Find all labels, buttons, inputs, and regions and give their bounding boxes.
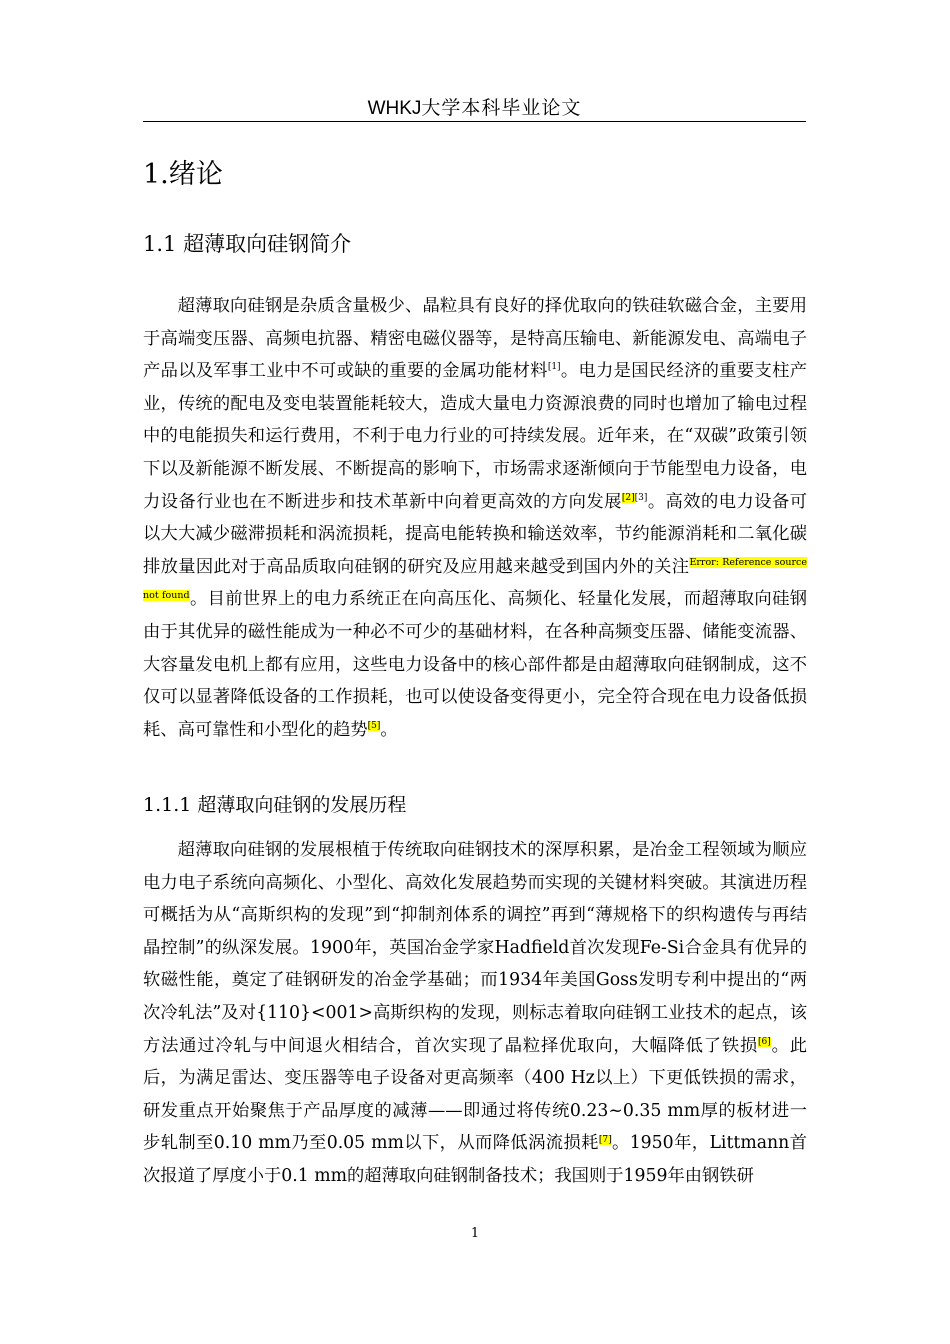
citation-1[interactable]: [1] xyxy=(547,362,561,373)
para1-text-4: 。目前世界上的电力系统正在向高压化、高频化、轻量化发展，而超薄取向硅钢由于其优异的磁性能成为一种必不可少的基础材料，在各种高频变压器、储能变流器、大容量发电机上都有应用，这些电力设备中的核心部件都是由超薄取向硅钢制成，这不仅可以显著降低设备的工作损耗，也可以使设备变得更小，完全符合现在电力设备低损耗、高可靠性和小型化的趋势 xyxy=(143,589,807,740)
para2-text-1: 超薄取向硅钢的发展根植于传统取向硅钢技术的深厚积累，是冶金工程领域为顺应电力电子系统向高频化、小型化、高效化发展趋势而实现的关键材料突破。其演进历程可概括为从“高斯织构的发现”到“抑制剂体系的调控”再到“薄规格下的织构遗传与再结晶控制”的纵深发展。1900年，英国冶金学家Hadfield首次发现Fe-Si合金具有优异的软磁性能，奠定了硅钢研发的冶金学基础；而1934年美国Goss发明专利中提出的“两次冷轧法”及对{110}<001>高斯织构的发现，则标志着取向硅钢工业技术的起点，该方法通过冷轧与中间退火相结合，首次实现了晶粒择优取向，大幅降低了铁损 xyxy=(143,840,807,1056)
para1-text-2: 。电力是国民经济的重要支柱产业，传统的配电及变电装置能耗较大，造成大量电力资源浪费的同时也增加了输电过程中的电能损失和运行费用，不利于电力行业的可持续发展。近年来，在“双碳”政策引领下以及新能源不断发展、不断提高的影响下，市场需求逐渐倾向于节能型电力设备，电力设备行业也在不断进步和技术革新中向着更高效的方向发展 xyxy=(143,361,807,512)
citation-3[interactable]: [3] xyxy=(634,492,648,503)
citation-7[interactable]: [7] xyxy=(598,1134,612,1145)
page-header xyxy=(143,93,806,122)
para1-text-1: 超薄取向硅钢是杂质含量极少、晶粒具有良好的择优取向的铁硅软磁合金，主要用于高端变压器、高频电抗器、精密电磁仪器等，是特高压输电、新能源发电、高端电子产品以及军事工业中不可或缺的重要的金属功能材料 xyxy=(143,296,807,382)
para2-text-3: 。1950年，Littmann首次报道了厚度小于0.1 mm的超薄取向硅钢制备技术；我国则于1959年由钢铁研 xyxy=(143,1133,807,1186)
header-title: 大学本科毕业论文 xyxy=(421,97,582,119)
para1-text-3: 。高效的电力设备可以大大减少磁滞损耗和涡流损耗，提高电能转换和输送效率，节约能源消耗和二氧化碳排放量因此对于高品质取向硅钢的研究及应用越来越受到国内外的关注 xyxy=(143,491,807,577)
para1-text-5: 。 xyxy=(380,719,398,740)
citation-5[interactable]: [5] xyxy=(367,720,381,731)
subsection-title: 1.1.1 超薄取向硅钢的发展历程 xyxy=(143,794,407,816)
citation-error[interactable]: Error: Reference source not found xyxy=(143,556,807,601)
section-title: 1.1 超薄取向硅钢简介 xyxy=(143,232,352,256)
citation-6[interactable]: [6] xyxy=(758,1036,771,1047)
para2-text-2: 。此后，为满足雷达、变压器等电子设备对更高频率（400 Hz以上）下更低铁损的需求，研发重点开始聚焦于产品厚度的减薄——即通过将传统0.23~0.35 mm厚的板材进一步轧制至0.10 mm乃至0.05 mm以下，从而降低涡流损耗 xyxy=(143,1035,807,1154)
citation-2[interactable]: [2] xyxy=(621,492,635,503)
chapter-title: 1.绪论 xyxy=(143,159,223,190)
header-text xyxy=(368,97,582,119)
page-number: 1 xyxy=(470,1226,480,1241)
header-prefix: WHKJ xyxy=(367,98,422,119)
paragraph-history xyxy=(143,834,807,1193)
paragraph-intro xyxy=(143,290,807,746)
